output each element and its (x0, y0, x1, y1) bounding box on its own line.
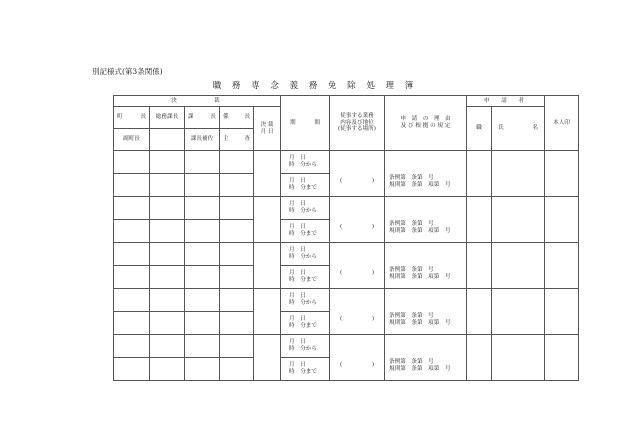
reason-cell[interactable]: 条例第 条第 号 規則第 条第 項第 号 (385, 243, 467, 289)
signature-cell[interactable] (114, 151, 150, 174)
signature-cell[interactable] (114, 197, 150, 220)
signature-cell[interactable] (185, 358, 220, 381)
signature-cell[interactable] (150, 312, 185, 335)
shinseisha-header: 申 請 者 (467, 96, 545, 107)
signature-cell[interactable] (220, 358, 254, 381)
date-to-cell[interactable]: 月 日 時 分まで (281, 220, 330, 243)
table-row (114, 243, 579, 266)
signature-cell[interactable] (150, 358, 185, 381)
signature-cell[interactable] (150, 174, 185, 197)
signature-cell[interactable] (114, 243, 150, 266)
reason-cell[interactable]: 条例第 条第 号 規則第 条第 項第 号 (385, 289, 467, 335)
cho-header: 町 長 (114, 107, 150, 129)
signature-cell[interactable] (185, 312, 220, 335)
signature-cell[interactable] (150, 151, 185, 174)
kacho-hosa-header: 課長補佐 (185, 129, 220, 151)
gyomu-cell[interactable]: ( ) (330, 197, 385, 243)
date-to-cell[interactable]: 月 日 時 分まで (281, 312, 330, 335)
signature-cell[interactable] (220, 174, 254, 197)
reason-cell[interactable]: 条例第 条第 号 規則第 条第 項第 号 (385, 335, 467, 381)
signature-cell[interactable] (220, 266, 254, 289)
signature-cell[interactable] (220, 220, 254, 243)
table-row (114, 197, 579, 220)
kikan-header: 期 間 (281, 96, 330, 151)
signature-cell[interactable] (220, 289, 254, 312)
honnin-in-cell[interactable] (545, 289, 579, 335)
shokumei-cell[interactable] (467, 243, 492, 289)
date-from-cell[interactable]: 月 日 時 分から (281, 243, 330, 266)
date-from-cell[interactable]: 月 日 時 分から (281, 289, 330, 312)
blank-header (150, 129, 185, 151)
reason-cell[interactable]: 条例第 条第 号 規則第 条第 項第 号 (385, 197, 467, 243)
kessai-tsukihi-header: 決 裁 月 日 (254, 107, 281, 151)
signature-cell[interactable] (185, 266, 220, 289)
register-table (113, 95, 579, 381)
shimei-cell[interactable] (492, 289, 545, 335)
signature-cell[interactable] (185, 243, 220, 266)
gyomu-cell[interactable]: ( ) (330, 243, 385, 289)
table-row (114, 335, 579, 358)
signature-cell[interactable] (220, 243, 254, 266)
signature-cell[interactable] (114, 358, 150, 381)
gyomu-header: 従事する業務 内容及び地位 (従事する場所) (330, 96, 385, 151)
reason-cell[interactable]: 条例第 条第 号 規則第 条第 項第 号 (385, 151, 467, 197)
signature-cell[interactable] (150, 289, 185, 312)
kessai-date-cell[interactable] (254, 243, 281, 289)
signature-cell[interactable] (150, 335, 185, 358)
form-title: 職 務 専 念 義 務 免 除 処 理 簿 (212, 81, 418, 91)
riyu-header: 申 請 の 理 由 及 び 根 拠 の 規 定 (385, 96, 467, 151)
honnin-in-cell[interactable] (545, 197, 579, 243)
signature-cell[interactable] (220, 312, 254, 335)
gyomu-cell[interactable]: ( ) (330, 289, 385, 335)
signature-cell[interactable] (150, 243, 185, 266)
kessai-header: 決 裁 (114, 96, 281, 107)
shokumei-cell[interactable] (467, 197, 492, 243)
shokumei-cell[interactable] (467, 335, 492, 381)
date-from-cell[interactable]: 月 日 時 分から (281, 151, 330, 174)
honnin-in-cell[interactable] (545, 335, 579, 381)
gyomu-cell[interactable]: ( ) (330, 335, 385, 381)
signature-cell[interactable] (220, 197, 254, 220)
signature-cell[interactable] (220, 335, 254, 358)
form-label: 別記様式(第3条関係) (92, 67, 163, 76)
shimei-cell[interactable] (492, 335, 545, 381)
signature-cell[interactable] (185, 335, 220, 358)
signature-cell[interactable] (185, 197, 220, 220)
shimei-cell[interactable] (492, 197, 545, 243)
signature-cell[interactable] (185, 289, 220, 312)
date-to-cell[interactable]: 月 日 時 分まで (281, 358, 330, 381)
kessai-date-cell[interactable] (254, 197, 281, 243)
signature-cell[interactable] (185, 220, 220, 243)
kessai-date-cell[interactable] (254, 335, 281, 381)
honnin-in-cell[interactable] (545, 151, 579, 197)
signature-cell[interactable] (150, 220, 185, 243)
kacho-header: 課 長 (185, 107, 220, 129)
signature-cell[interactable] (150, 197, 185, 220)
honnin-in-header: 本人印 (545, 96, 579, 151)
date-to-cell[interactable]: 月 日 時 分まで (281, 266, 330, 289)
shokumei-cell[interactable] (467, 151, 492, 197)
table-body (114, 151, 579, 381)
signature-cell[interactable] (114, 289, 150, 312)
signature-cell[interactable] (114, 312, 150, 335)
date-to-cell[interactable]: 月 日 時 分まで (281, 174, 330, 197)
shokumei-header: 職 (467, 107, 492, 151)
table-row (114, 289, 579, 312)
gyomu-cell[interactable]: ( ) (330, 151, 385, 197)
signature-cell[interactable] (185, 151, 220, 174)
shimei-cell[interactable] (492, 151, 545, 197)
date-from-cell[interactable]: 月 日 時 分から (281, 197, 330, 220)
honnin-in-cell[interactable] (545, 243, 579, 289)
shimei-header: 氏 名 (492, 107, 545, 151)
date-from-cell[interactable]: 月 日 時 分から (281, 335, 330, 358)
table-header (114, 96, 579, 151)
signature-cell[interactable] (185, 174, 220, 197)
signature-cell[interactable] (114, 174, 150, 197)
shokumei-cell[interactable] (467, 289, 492, 335)
signature-cell[interactable] (114, 266, 150, 289)
shimei-cell[interactable] (492, 243, 545, 289)
signature-cell[interactable] (150, 266, 185, 289)
kessai-date-cell[interactable] (254, 289, 281, 335)
signature-cell[interactable] (220, 151, 254, 174)
signature-cell[interactable] (114, 335, 150, 358)
kakaricho-header: 係 長 (220, 107, 254, 129)
fukucho-header: 副町長 (114, 129, 150, 151)
shuji-header: 主 査 (220, 129, 254, 151)
kessai-date-cell[interactable] (254, 151, 281, 197)
somu-kacho-header: 総務課長 (150, 107, 185, 129)
table-row (114, 151, 579, 174)
signature-cell[interactable] (114, 220, 150, 243)
